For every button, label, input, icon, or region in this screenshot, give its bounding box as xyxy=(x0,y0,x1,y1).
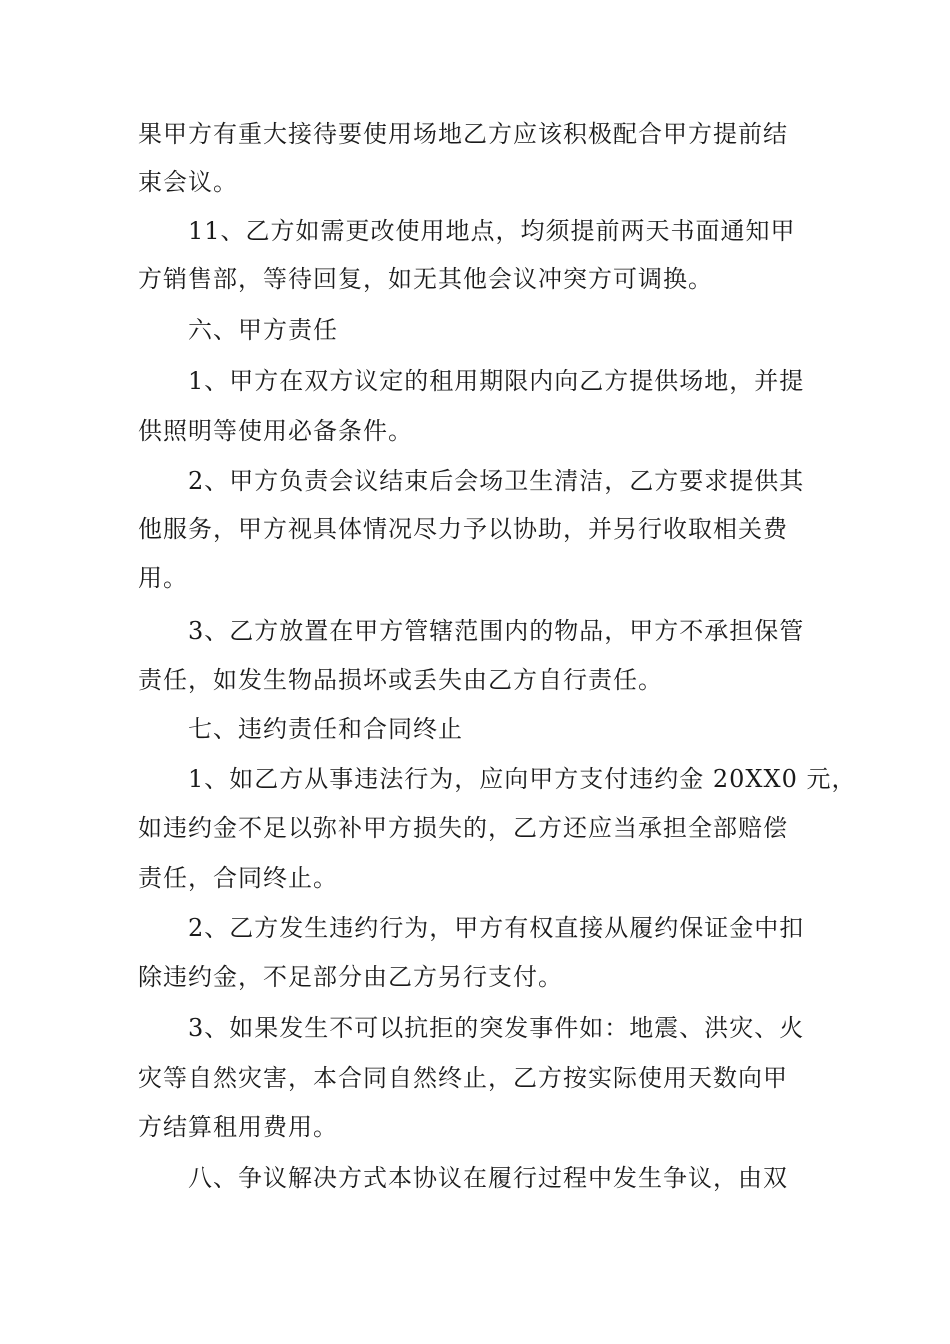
text-line: 用。 xyxy=(138,564,188,592)
text-line: 1、甲方在双方议定的租用期限内向乙方提供场地，并提 xyxy=(188,367,805,395)
text-line: 2、乙方发生违约行为，甲方有权直接从履约保证金中扣 xyxy=(188,914,805,942)
text-line: 责任，如发生物品损坏或丢失由乙方自行责任。 xyxy=(138,666,663,694)
text-line: 责任，合同终止。 xyxy=(138,864,338,892)
text-line: 如违约金不足以弥补甲方损失的，乙方还应当承担全部赔偿 xyxy=(138,814,788,842)
text-line: 2、甲方负责会议结束后会场卫生清洁，乙方要求提供其 xyxy=(188,467,805,495)
text-line: 果甲方有重大接待要使用场地乙方应该积极配合甲方提前结 xyxy=(138,120,788,148)
text-line: 灾等自然灾害，本合同自然终止，乙方按实际使用天数向甲 xyxy=(138,1064,788,1092)
section-heading: 八、争议解决方式本协议在履行过程中发生争议，由双 xyxy=(188,1164,788,1192)
text-line: 3、如果发生不可以抗拒的突发事件如：地震、洪灾、火 xyxy=(188,1014,805,1042)
text-line: 供照明等使用必备条件。 xyxy=(138,417,413,445)
text-line: 1、如乙方从事违法行为，应向甲方支付违约金 20XX0 元， xyxy=(188,765,857,793)
text-line: 除违约金，不足部分由乙方另行支付。 xyxy=(138,963,563,991)
text-line: 3、乙方放置在甲方管辖范围内的物品，甲方不承担保管 xyxy=(188,617,805,645)
text-line: 他服务，甲方视具体情况尽力予以协助，并另行收取相关费 xyxy=(138,515,788,543)
text-line: 方销售部，等待回复，如无其他会议冲突方可调换。 xyxy=(138,265,713,293)
text-line: 束会议。 xyxy=(138,168,238,196)
text-line: 方结算租用费用。 xyxy=(138,1113,338,1141)
section-heading: 六、甲方责任 xyxy=(188,316,338,344)
section-heading: 七、违约责任和合同终止 xyxy=(188,715,463,743)
text-line: 11、乙方如需更改使用地点，均须提前两天书面通知甲 xyxy=(188,217,796,245)
